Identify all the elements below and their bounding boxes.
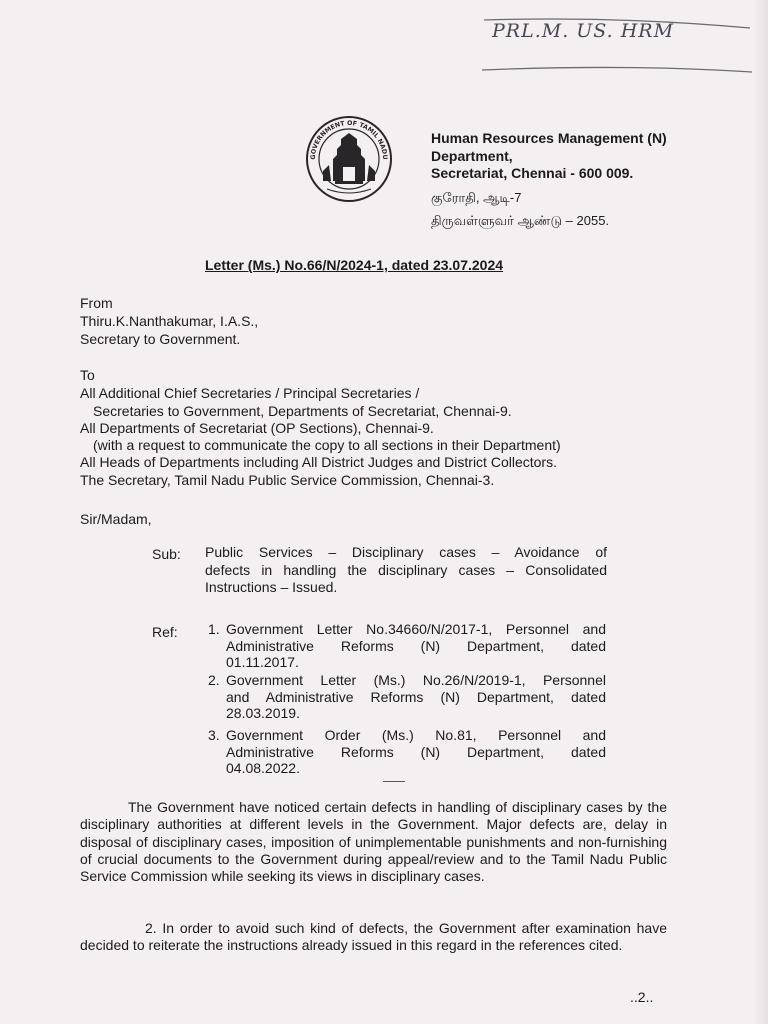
from-designation: Secretary to Government. (80, 331, 241, 347)
department-header (431, 130, 667, 231)
section-divider (383, 781, 405, 782)
reference-line: 28.03.2019. (226, 705, 300, 721)
header-line-department-cont: Department, (431, 147, 513, 164)
reference-line: Administrative Reforms (N) Department, dated (226, 743, 606, 760)
references-label: Ref: (152, 624, 178, 640)
reference-line: 04.08.2022. (226, 760, 300, 776)
to-label: To (80, 367, 95, 383)
reference-line: Administrative Reforms (N) Department, dated (226, 637, 606, 654)
header-line-department: Human Resources Management (N) (431, 130, 667, 146)
tamil-date-month: குரோதி, ஆடி-7 (431, 189, 522, 205)
to-recipient-line: The Secretary, Tamil Nadu Public Service Commission, Chennai-3. (80, 472, 495, 488)
reference-line: Government Letter (Ms.) No.26/N/2019-1, Personnel (226, 672, 606, 688)
page-edge-shadow (752, 0, 768, 1024)
seal-text: GOVERNMENT OF TAMIL NADU (309, 119, 389, 160)
reference-number: 1. (208, 621, 220, 637)
subject-text (205, 544, 607, 597)
to-recipient-line: All Departments of Secretariat (OP Sections), Chennai-9. (80, 420, 434, 436)
government-seal-icon (305, 115, 393, 203)
subject-line: Public Services – Disciplinary cases – Avoidance of (205, 544, 607, 560)
to-recipient-line: All Additional Chief Secretaries / Principal Secretaries / (80, 385, 420, 401)
to-recipient-line: (with a request to communicate the copy to all sections in their Department) (93, 437, 561, 453)
reference-item (208, 672, 606, 722)
reference-line: 01.11.2017. (226, 654, 299, 670)
salutation: Sir/Madam, (80, 511, 152, 527)
subject-line: defects in handling the disciplinary cases – Consolidated (205, 561, 607, 578)
to-recipient-line: Secretaries to Government, Departments of Secretariat, Chennai-9. (93, 403, 512, 419)
from-name: Thiru.K.Nanthakumar, I.A.S., (80, 313, 259, 329)
reference-item (208, 621, 606, 671)
to-recipient-line: All Heads of Departments including All District Judges and District Collectors. (80, 454, 557, 470)
reference-number: 3. (208, 727, 220, 743)
reference-line: and Administrative Reforms (N) Department, dated (226, 688, 606, 705)
tamil-date-year: திருவள்ளுவர் ஆண்டு – 2055. (431, 212, 610, 228)
subject-label: Sub: (152, 546, 181, 562)
reference-line: Government Order (Ms.) No.81, Personnel and (226, 727, 606, 743)
reference-number: 2. (208, 672, 220, 688)
body-paragraph-2: 2. In order to avoid such kind of defects, the Government after examination have decided to reiterate the instructions already issued in this regard in the references cited. (80, 920, 667, 954)
page-continuation: ..2.. (630, 989, 654, 1005)
reference-item (208, 727, 606, 777)
letter-title: Letter (Ms.) No.66/N/2024-1, dated 23.07.2024 (205, 257, 504, 273)
handwritten-note: PRL.M. US. HRM (492, 20, 675, 42)
subject-line: Instructions – Issued. (205, 579, 338, 595)
reference-line: Government Letter No.34660/N/2017-1, Personnel and (226, 621, 606, 637)
from-label: From (80, 295, 113, 311)
body-paragraph-1: The Government have noticed certain defects in handling of disciplinary cases by the disciplinary authorities at different levels in the Government. Major defects are, delay in disposal of disciplinary cases, imposition of unimplementable punishments and non-furnishing of crucial documents to the Government during appeal/review and to the Tamil Nadu Public Service Commission while seeking its views in disciplinary cases. (80, 799, 667, 885)
header-line-address: Secretariat, Chennai - 600 009. (431, 165, 634, 181)
